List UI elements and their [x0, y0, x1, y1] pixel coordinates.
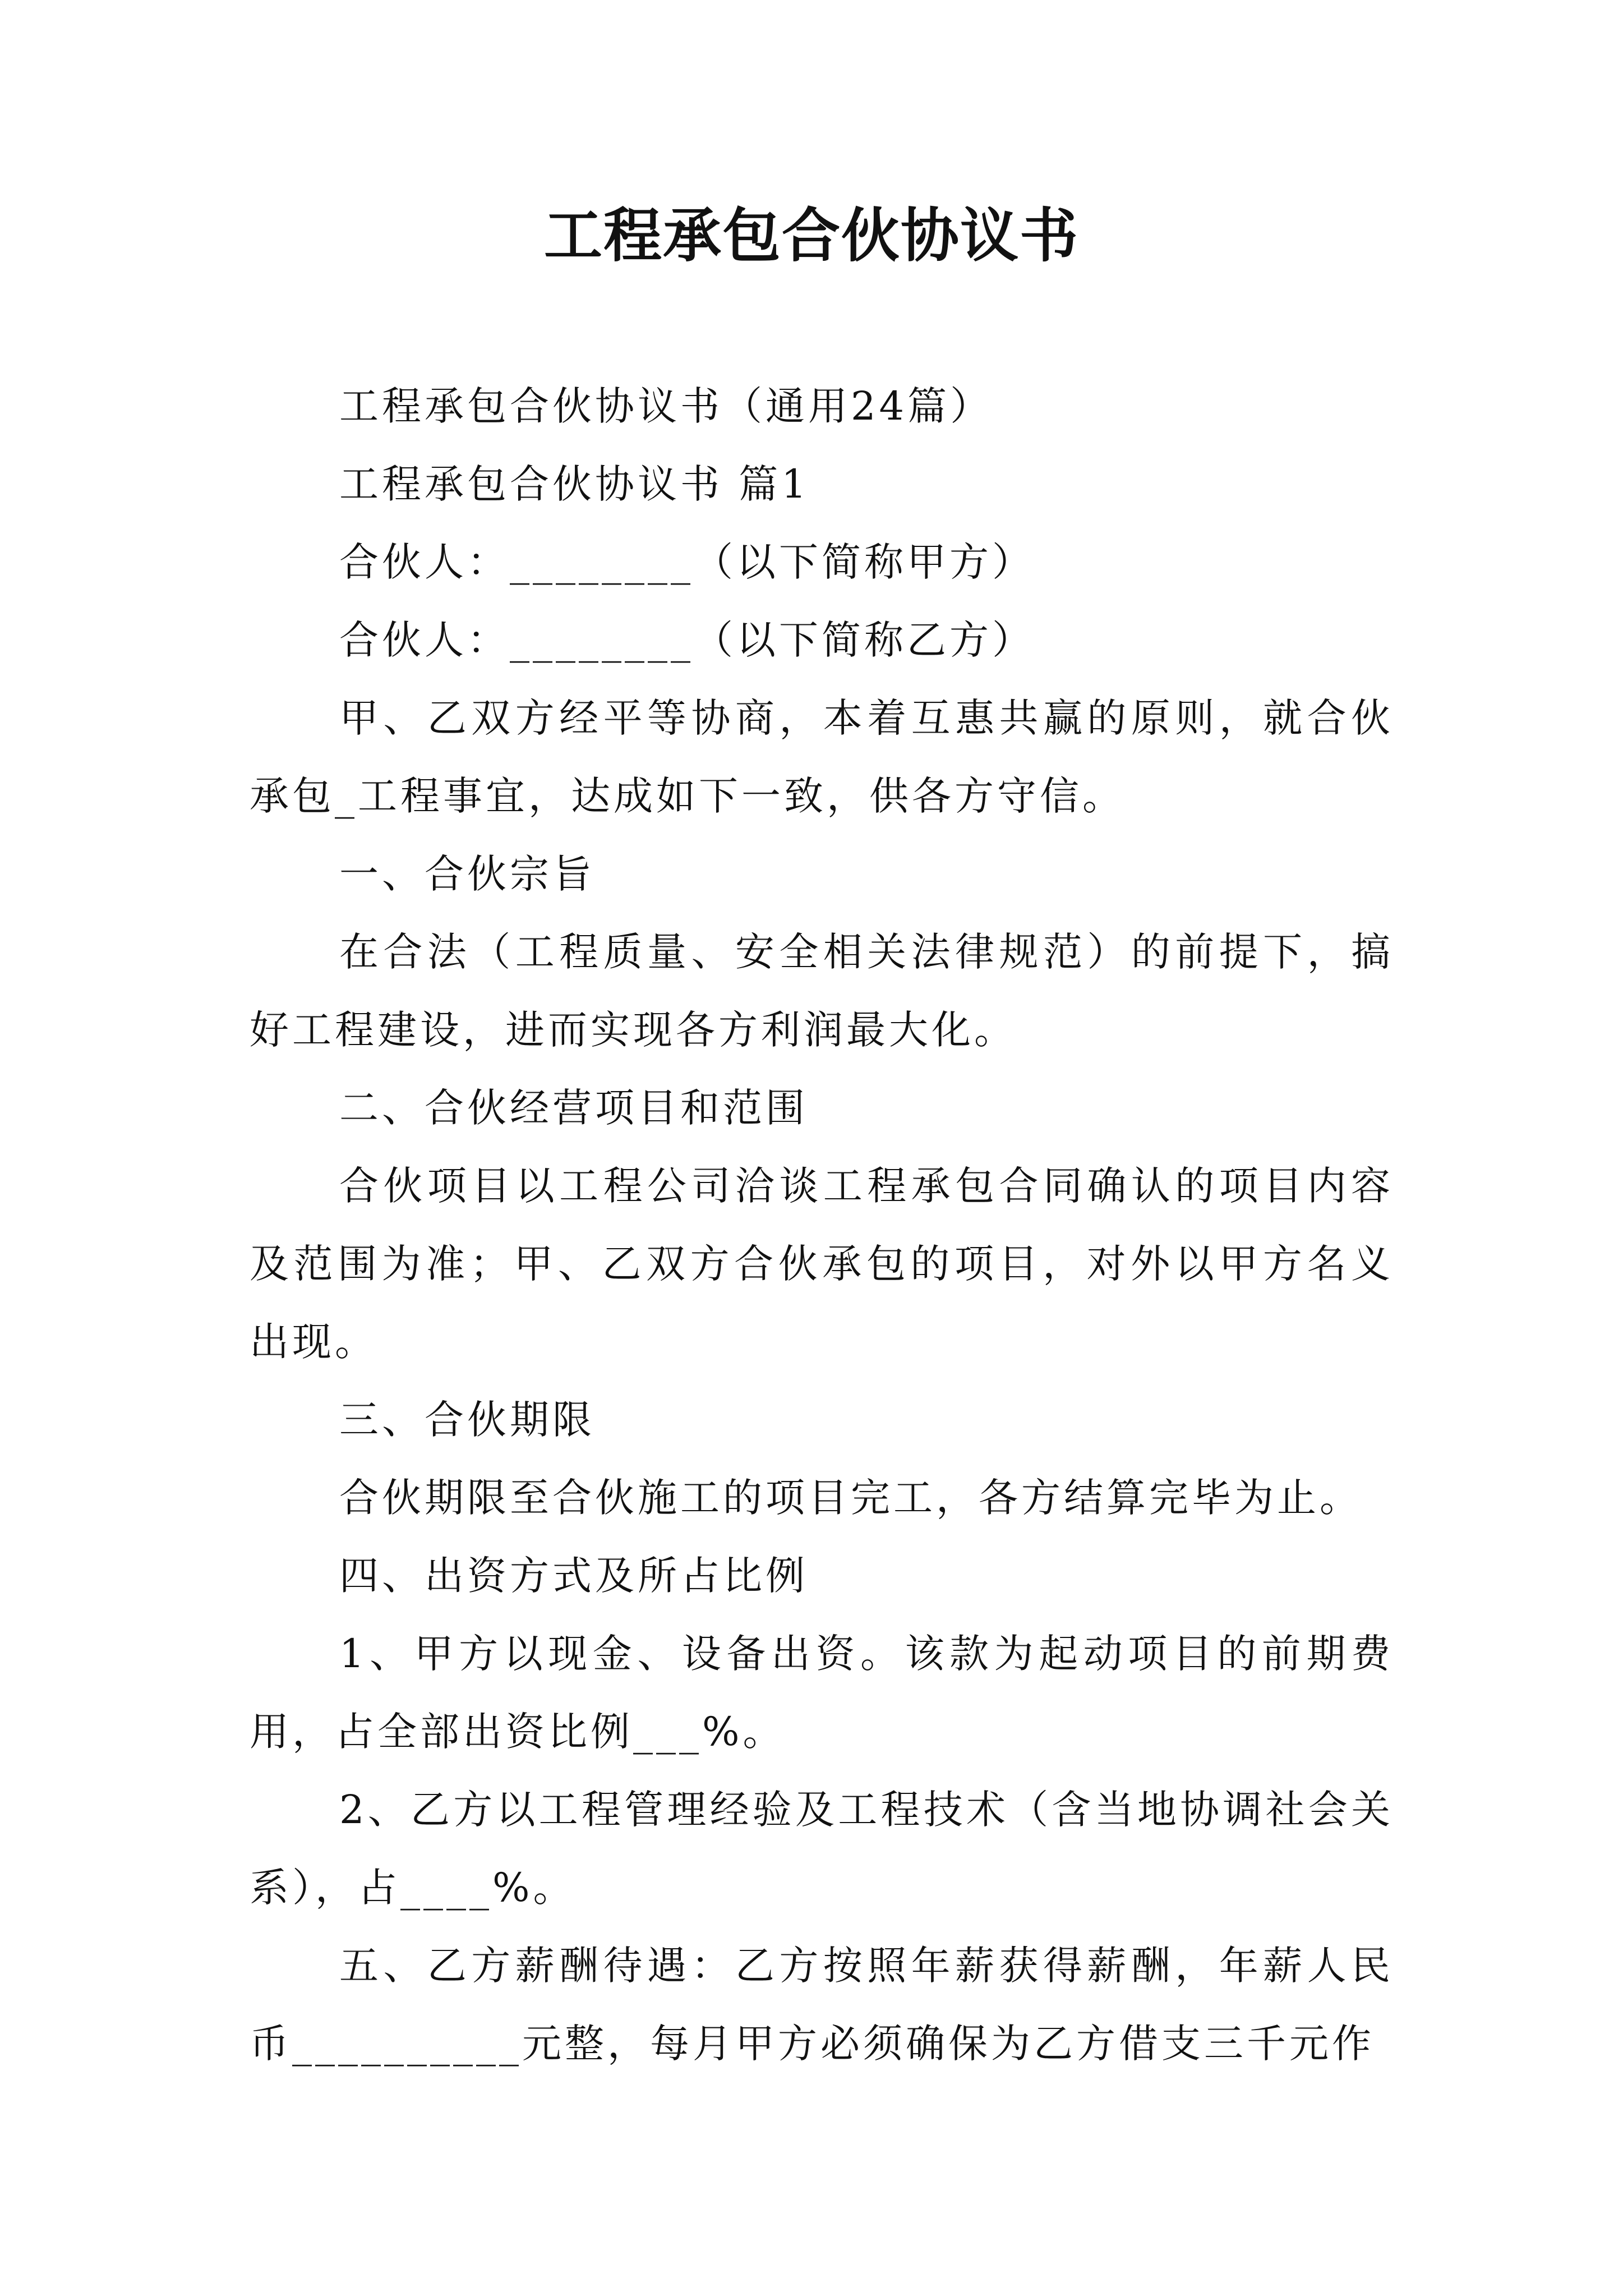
heading-contribution: 四、出资方式及所占比例 [339, 1553, 808, 1599]
heading-scope: 二、合伙经营项目和范围 [339, 1085, 808, 1131]
paragraph-partner-b: 合伙人：________（以下简称乙方） [339, 617, 1035, 663]
document-body [250, 367, 1394, 2083]
paragraph-purpose: 在合法（工程质量、安全相关法律规范）的前提下，搞好工程建设，进而实现各方利润最大化。 [250, 929, 1394, 1053]
heading-term: 三、合伙期限 [339, 1397, 595, 1443]
paragraph-term: 合伙期限至合伙施工的项目完工，各方结算完毕为止。 [339, 1475, 1362, 1521]
paragraph-preamble: 甲、乙双方经平等协商，本着互惠共赢的原则，就合伙承包_工程事宜，达成如下一致，供各方守信。 [250, 695, 1394, 819]
paragraph-subtitle: 工程承包合伙协议书（通用24篇） [339, 383, 993, 429]
paragraph-partner-a: 合伙人：________（以下简称甲方） [339, 539, 1035, 585]
paragraph-salary: 五、乙方薪酬待遇：乙方按照年薪获得薪酬，年薪人民币__________元整，每月甲方必须确保为乙方借支三千元作 [250, 1943, 1394, 2067]
paragraph-scope: 合伙项目以工程公司洽谈工程承包合同确认的项目内容及范围为准；甲、乙双方合伙承包的项目，对外以甲方名义出现。 [250, 1163, 1394, 1365]
paragraph-contribution-b: 2、乙方以工程管理经验及工程技术（含当地协调社会关系），占____%。 [250, 1787, 1394, 1911]
paragraph-contribution-a: 1、甲方以现金、设备出资。该款为起动项目的前期费用，占全部出资比例___%。 [250, 1631, 1394, 1755]
paragraph-section-heading: 工程承包合伙协议书 篇1 [339, 461, 810, 507]
heading-purpose: 一、合伙宗旨 [339, 851, 595, 897]
document-title: 工程承包合伙协议书 [543, 201, 1079, 270]
